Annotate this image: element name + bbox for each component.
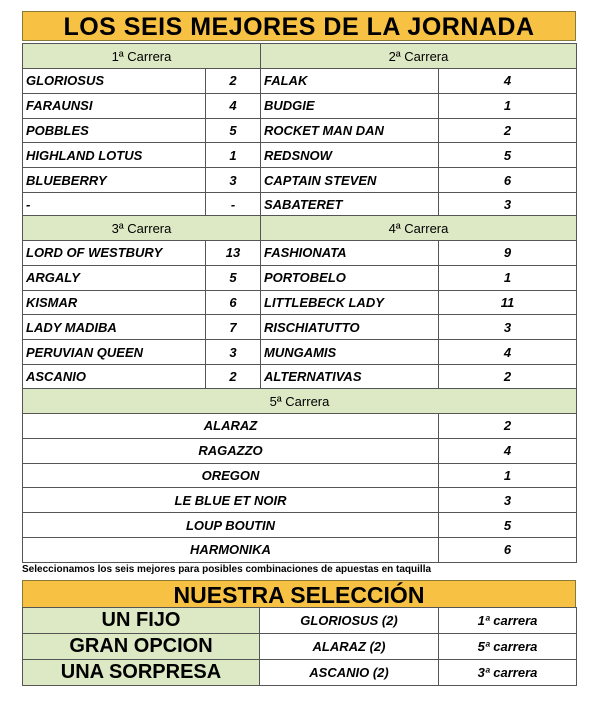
selection-pick: ASCANIO (2) bbox=[260, 660, 439, 686]
horse-number: 4 bbox=[439, 340, 577, 365]
horse-name: OREGON bbox=[23, 463, 439, 488]
races-3-4-table bbox=[22, 215, 577, 390]
race-5-table bbox=[22, 388, 577, 563]
table-row bbox=[23, 488, 577, 513]
horse-name: ARGALY bbox=[23, 265, 206, 290]
horse-name: ALARAZ bbox=[23, 414, 439, 439]
selection-label: UN FIJO bbox=[23, 608, 260, 634]
selection-race: 5ª carrera bbox=[439, 634, 577, 660]
horse-name: POBBLES bbox=[23, 118, 206, 143]
table-row bbox=[23, 265, 577, 290]
horse-name: ALTERNATIVAS bbox=[261, 364, 439, 389]
selection-pick: ALARAZ (2) bbox=[260, 634, 439, 660]
race-header: 2ª Carrera bbox=[261, 44, 577, 69]
selection-race: 1ª carrera bbox=[439, 608, 577, 634]
horse-number: 1 bbox=[439, 93, 577, 118]
horse-number: 3 bbox=[439, 315, 577, 340]
page-title: LOS SEIS MEJORES DE LA JORNADA bbox=[22, 11, 576, 41]
horse-number: 1 bbox=[439, 265, 577, 290]
horse-number: 6 bbox=[439, 168, 577, 193]
horse-number: 2 bbox=[439, 118, 577, 143]
horse-name: - bbox=[23, 192, 206, 217]
horse-name: GLORIOSUS bbox=[23, 69, 206, 94]
horse-number: 5 bbox=[439, 143, 577, 168]
selection-race: 3ª carrera bbox=[439, 660, 577, 686]
table-row bbox=[23, 364, 577, 389]
table-row bbox=[23, 69, 577, 94]
table-row bbox=[23, 463, 577, 488]
table-row bbox=[23, 192, 577, 217]
horse-name: BUDGIE bbox=[261, 93, 439, 118]
horse-name: LORD OF WESTBURY bbox=[23, 241, 206, 266]
horse-name: RAGAZZO bbox=[23, 438, 439, 463]
horse-number: 5 bbox=[439, 513, 577, 538]
table-row bbox=[23, 438, 577, 463]
horse-number: 3 bbox=[439, 192, 577, 217]
horse-name: MUNGAMIS bbox=[261, 340, 439, 365]
horse-number: 2 bbox=[439, 364, 577, 389]
table-row bbox=[23, 634, 577, 660]
horse-name: PORTOBELO bbox=[261, 265, 439, 290]
horse-name: REDSNOW bbox=[261, 143, 439, 168]
table-row bbox=[23, 513, 577, 538]
horse-name: FASHIONATA bbox=[261, 241, 439, 266]
horse-number: 6 bbox=[206, 290, 261, 315]
horse-name: LADY MADIBA bbox=[23, 315, 206, 340]
table-row bbox=[23, 340, 577, 365]
horse-number: 4 bbox=[439, 69, 577, 94]
horse-name: LOUP BOUTIN bbox=[23, 513, 439, 538]
horse-number: 4 bbox=[439, 438, 577, 463]
horse-number: 2 bbox=[206, 364, 261, 389]
races-1-2-table bbox=[22, 43, 577, 218]
table-row bbox=[23, 118, 577, 143]
race-header: 4ª Carrera bbox=[261, 216, 577, 241]
horse-number: 2 bbox=[206, 69, 261, 94]
horse-name: LITTLEBECK LADY bbox=[261, 290, 439, 315]
horse-number: 9 bbox=[439, 241, 577, 266]
horse-number: 3 bbox=[206, 168, 261, 193]
table-row bbox=[23, 168, 577, 193]
selection-table bbox=[22, 607, 577, 686]
table-row bbox=[23, 660, 577, 686]
horse-name: ROCKET MAN DAN bbox=[261, 118, 439, 143]
selection-label: UNA SORPRESA bbox=[23, 660, 260, 686]
horse-number: 13 bbox=[206, 241, 261, 266]
table-row bbox=[23, 414, 577, 439]
horse-number: 3 bbox=[439, 488, 577, 513]
table-row bbox=[23, 315, 577, 340]
table-row bbox=[23, 608, 577, 634]
table-row bbox=[23, 241, 577, 266]
selection-label: GRAN OPCION bbox=[23, 634, 260, 660]
horse-name: LE BLUE ET NOIR bbox=[23, 488, 439, 513]
horse-name: HARMONIKA bbox=[23, 537, 439, 562]
horse-number: 5 bbox=[206, 118, 261, 143]
race-header: 5ª Carrera bbox=[23, 389, 577, 414]
horse-number: 11 bbox=[439, 290, 577, 315]
horse-name: ASCANIO bbox=[23, 364, 206, 389]
horse-name: SABATERET bbox=[261, 192, 439, 217]
selection-pick: GLORIOSUS (2) bbox=[260, 608, 439, 634]
horse-number: - bbox=[206, 192, 261, 217]
horse-name: PERUVIAN QUEEN bbox=[23, 340, 206, 365]
horse-name: CAPTAIN STEVEN bbox=[261, 168, 439, 193]
horse-name: HIGHLAND LOTUS bbox=[23, 143, 206, 168]
horse-number: 3 bbox=[206, 340, 261, 365]
horse-name: RISCHIATUTTO bbox=[261, 315, 439, 340]
horse-number: 1 bbox=[206, 143, 261, 168]
horse-name: FALAK bbox=[261, 69, 439, 94]
race-header: 3ª Carrera bbox=[23, 216, 261, 241]
horse-number: 7 bbox=[206, 315, 261, 340]
horse-name: FARAUNSI bbox=[23, 93, 206, 118]
table-row bbox=[23, 290, 577, 315]
horse-name: BLUEBERRY bbox=[23, 168, 206, 193]
horse-number: 2 bbox=[439, 414, 577, 439]
horse-number: 5 bbox=[206, 265, 261, 290]
selection-note: Seleccionamos los seis mejores para posibles combinaciones de apuestas en taquilla bbox=[22, 564, 432, 575]
selection-title: NUESTRA SELECCIÓN bbox=[22, 580, 576, 608]
horse-number: 1 bbox=[439, 463, 577, 488]
table-row bbox=[23, 537, 577, 562]
horse-name: KISMAR bbox=[23, 290, 206, 315]
race-header: 1ª Carrera bbox=[23, 44, 261, 69]
horse-number: 6 bbox=[439, 537, 577, 562]
horse-number: 4 bbox=[206, 93, 261, 118]
table-row bbox=[23, 143, 577, 168]
table-row bbox=[23, 93, 577, 118]
